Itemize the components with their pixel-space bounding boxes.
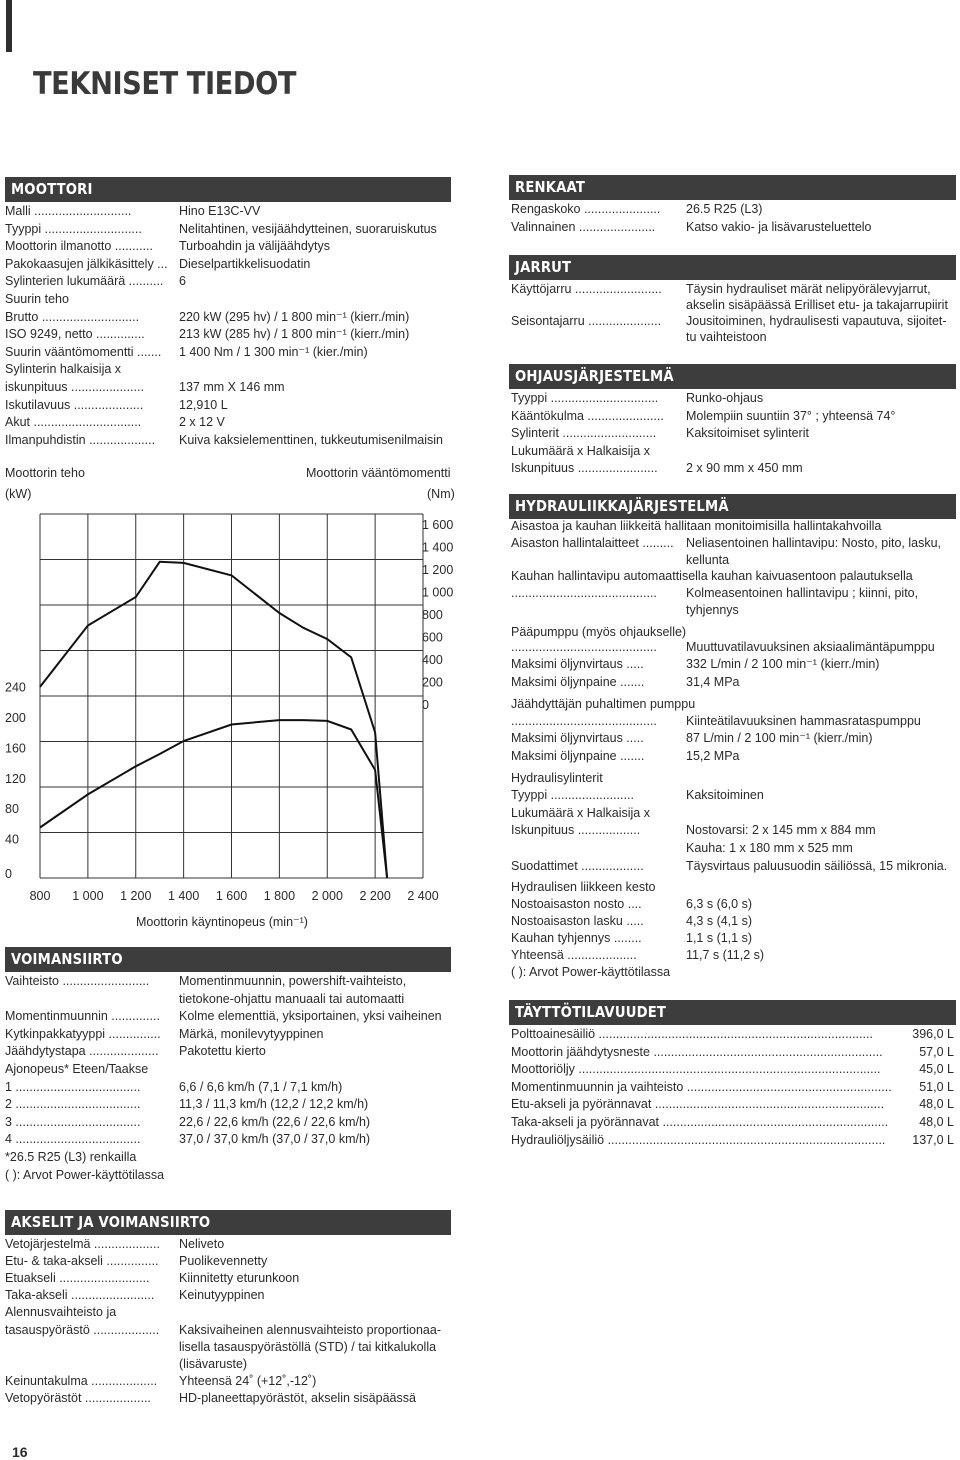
spec-row [0, 443, 960, 460]
spec-row [0, 552, 960, 569]
spec-row [0, 568, 960, 585]
right-axis-title: Moottorin vääntömomentti [306, 466, 451, 480]
spec-row [0, 602, 960, 619]
spec-label: Nostoaisaston lasku ..... [511, 914, 644, 928]
spec-label: Sylinterin halkaisija x [5, 362, 122, 377]
capacity-label: Polttoainesäiliö ............................................................................... [511, 1027, 873, 1041]
spec-label: .......................................... [511, 714, 657, 728]
right-tick-label: 1 000 [422, 585, 454, 600]
x-tick-label: 800 [29, 889, 51, 903]
spec-label: Iskunpituus ....................... [511, 460, 658, 475]
spec-label: Vetojärjestelmä ................... [5, 1237, 160, 1251]
capacity-label: Taka-akseli ja pyörännavat ................................................................. [511, 1115, 889, 1129]
spec-row [0, 390, 960, 407]
section-heading-akselit: AKSELIT JA VOIMANSIIRTO [5, 1210, 451, 1235]
spec-value: Jousitoiminen, hydraulisesti vapautuva, sijoitet- [686, 314, 947, 328]
spec-label: Kääntökulma ...................... [511, 408, 664, 423]
spec-row [0, 408, 960, 425]
spec-label: Pakokaasujen jälkikäsittely ... [5, 256, 168, 271]
spec-label: Pääpumppu (myös ohjaukselle) [511, 625, 687, 639]
section-heading-moottori: MOOTTORI [5, 177, 451, 202]
capacity-value: 48,0 L [919, 1115, 954, 1129]
spec-value: Katso vakio- ja lisävarusteluettelo [686, 219, 872, 234]
spec-label: Suodattimet .................. [511, 859, 644, 873]
spec-row [0, 297, 960, 314]
spec-row [0, 896, 960, 913]
spec-label: Yhteensä .................... [511, 948, 637, 962]
spec-value: Nostovarsi: 2 x 145 mm x 884 mm [686, 823, 876, 837]
left-tick-label: 120 [5, 771, 26, 786]
spec-row [0, 1253, 960, 1270]
spec-label: Aisaston hallintalaitteet ......... [511, 536, 674, 550]
spec-label: ISO 9249, netto .............. [5, 327, 145, 342]
spec-label: Ajonopeus* Eteen/Taakse [5, 1062, 149, 1076]
page-number: 16 [12, 1444, 28, 1460]
accent-bar [6, 0, 12, 52]
section-heading-hydrauliikka: HYDRAULIIKKAJÄRJESTELMÄ [509, 494, 956, 519]
spec-value: Turboahdin ja välijäähdytys [179, 239, 331, 254]
x-tick-label: 1 400 [167, 889, 200, 903]
page-title: TEKNISET TIEDOT [33, 66, 296, 102]
spec-label: Tyyppi ........................ [511, 788, 634, 802]
spec-row [0, 822, 960, 839]
spec-label: Jäähdytystapa .................... [5, 1044, 159, 1059]
spec-label: Iskunpituus .................. [511, 823, 641, 837]
spec-value: Kauha: 1 x 180 mm x 525 mm [686, 841, 853, 855]
spec-value: 220 kW (295 hv) / 1 800 min⁻¹ (kierr./min) [179, 309, 410, 324]
section-heading-voimansiirto: VOIMANSIIRTO [5, 947, 451, 972]
spec-row [0, 238, 960, 255]
spec-value: HD-planeettapyörästöt, akselin sisäpäässä [179, 1390, 416, 1405]
spec-row [0, 585, 960, 602]
spec-value: Neliveto [179, 1237, 225, 1251]
spec-row [0, 787, 960, 804]
spec-label: 4 .................................... [5, 1132, 141, 1147]
spec-value: Kolme elementtiä, yksiportainen, yksi vaiheinen [179, 1009, 442, 1024]
capacity-row [0, 1061, 960, 1078]
spec-label: Vetopyörästöt ................... [5, 1390, 151, 1405]
spec-row [0, 730, 960, 747]
spec-label: 3 .................................... [5, 1114, 141, 1129]
spec-label: Etu- & taka-akseli ............... [5, 1254, 159, 1269]
right-tick-label: 0 [422, 698, 429, 712]
spec-row [0, 1339, 960, 1356]
spec-label: Momentinmuunnin .............. [5, 1009, 160, 1024]
left-tick-label: 240 [5, 680, 26, 695]
capacity-value: 51,0 L [919, 1079, 954, 1094]
spec-row [0, 518, 960, 535]
spec-label: Kytkinpakkatyyppi ............... [5, 1026, 161, 1041]
spec-value: Märkä, monilevytyyppinen [179, 1026, 324, 1041]
capacity-value: 48,0 L [919, 1097, 954, 1112]
spec-label: Alennusvaihteisto ja [5, 1305, 117, 1320]
spec-label: Keinuntakulma ................... [5, 1373, 158, 1388]
spec-label: Moottorin ilmanotto ........... [5, 239, 153, 254]
spec-label: Aisastoa ja kauhan liikkeitä hallitaan monitoimisilla hallintakahvoilla [511, 519, 882, 533]
spec-value: Momentinmuunnin, powershift-vaihteisto, [179, 974, 407, 988]
right-tick-label: 600 [422, 630, 443, 645]
spec-value: 4,3 s (4,1 s) [686, 914, 752, 928]
left-tick-label: 200 [5, 711, 26, 725]
spec-label: Maksimi öljynvirtaus ..... [511, 657, 644, 671]
spec-value: 11,3 / 11,3 km/h (12,2 / 12,2 km/h) [179, 1097, 369, 1112]
spec-value: kellunta [686, 553, 730, 567]
spec-row [0, 1304, 960, 1321]
right-tick-label: 1 600 [422, 518, 454, 532]
section-heading-ohjaus: OHJAUSJÄRJESTELMÄ [509, 364, 956, 389]
spec-label: 1 .................................... [5, 1079, 141, 1094]
spec-value: Kiinteätilavuuksinen hammasrataspumppu [686, 714, 921, 728]
spec-value: 11,7 s (11,2 s) [686, 948, 765, 962]
spec-value: Puolikevennetty [179, 1254, 268, 1269]
spec-row [0, 696, 960, 713]
spec-row [0, 201, 960, 218]
x-tick-label: 1 200 [120, 889, 152, 903]
spec-value: 87 L/min / 2 100 min⁻¹ (kierr./min) [686, 731, 873, 745]
x-tick-label: 1 600 [215, 889, 248, 903]
spec-value: Kaksitoiminen [686, 788, 764, 802]
spec-value: Molempiin suuntiin 37° ; yhteensä 74° [686, 408, 896, 423]
spec-label: Iskutilavuus .................... [5, 397, 144, 412]
capacity-label: Momentinmuunnin ja vaihteisto ........................................................... [511, 1079, 892, 1094]
spec-label: Sylinterit ........................... [511, 426, 657, 440]
capacity-value: 45,0 L [919, 1062, 954, 1077]
section-heading-renkaat: RENKAAT [509, 175, 956, 200]
left-axis-title: Moottorin teho [5, 466, 85, 480]
spec-row [0, 425, 960, 442]
spec-value: Muuttuvatilavuuksinen aksiaalimäntäpumppu [686, 640, 935, 654]
capacity-row [0, 1079, 960, 1096]
spec-value: 1,1 s (1,1 s) [686, 931, 752, 945]
spec-label: Hydraulisylinterit [511, 771, 603, 785]
spec-value: lisella tasauspyörästöllä (STD) / tai kitkalukolla [179, 1339, 437, 1354]
spec-label: Ilmanpuhdistin ................... [5, 432, 156, 447]
spec-value: 37,0 / 37,0 km/h (37,0 / 37,0 km/h) [179, 1132, 371, 1147]
spec-label: .......................................... [511, 640, 657, 654]
right-tick-label: 1 400 [422, 540, 454, 555]
spec-label: Hydraulisen liikkeen kesto [511, 880, 656, 894]
spec-row [0, 1322, 960, 1339]
spec-value: Dieselpartikkelisuodatin [179, 256, 311, 271]
spec-row [0, 219, 960, 236]
spec-label: Valinnainen ...................... [511, 219, 656, 234]
spec-label: ( ): Arvot Power-käyttötilassa [511, 965, 671, 979]
spec-value: akselin sisäpäässä Erilliset etu- ja takajarrupiirit [686, 298, 948, 312]
spec-label: Rengaskoko ...................... [511, 202, 661, 216]
spec-value: Neliasentoinen hallintavipu: Nosto, pito, lasku, [686, 536, 942, 550]
spec-row [0, 1373, 960, 1390]
spec-value: Nelitahtinen, vesijäähdytteinen, suoraruiskutus [179, 221, 437, 236]
capacity-label: Hydrauliöljysäiliö ................................................................................ [511, 1132, 886, 1147]
spec-row [0, 1270, 960, 1287]
spec-value: Keinutyyppinen [179, 1288, 265, 1303]
spec-row [0, 281, 960, 298]
spec-value: Yhteensä 24˚ (+12˚,-12˚) [179, 1373, 317, 1388]
spec-row [0, 1149, 960, 1166]
x-tick-label: 2 000 [311, 889, 343, 903]
spec-row [0, 1167, 960, 1184]
spec-label: Kauhan tyhjennys ........ [511, 931, 642, 945]
spec-value: 15,2 MPa [686, 749, 740, 763]
left-axis-unit: (kW) [5, 487, 32, 501]
spec-row [0, 879, 960, 896]
spec-value: Runko-ohjaus [686, 391, 764, 405]
spec-row [0, 1356, 960, 1373]
spec-label: iskunpituus ..................... [5, 380, 144, 394]
spec-label: Jäähdyttäjän puhaltimen pumppu [511, 697, 696, 711]
spec-value: 2 x 90 mm x 450 mm [686, 460, 803, 475]
spec-label: Taka-akseli ........................ [5, 1288, 155, 1303]
spec-label: 2 .................................... [5, 1097, 141, 1112]
capacity-label: Moottoriöljy ....................................................................................... [511, 1062, 881, 1077]
capacity-value: 396,0 L [912, 1027, 954, 1041]
spec-label: tasauspyörästö ................... [5, 1322, 160, 1337]
spec-label: Malli ............................ [5, 204, 132, 218]
spec-value: 213 kW (285 hv) / 1 800 min⁻¹ (kierr./min) [179, 327, 410, 342]
spec-label: Käyttöjarru ......................... [511, 282, 662, 296]
left-tick-label: 0 [5, 867, 12, 881]
spec-value: tietokone-ohjattu manuaali tai automaatti [179, 991, 405, 1006]
spec-label: Seisontajarru ..................... [511, 314, 662, 328]
spec-row [0, 770, 960, 787]
x-tick-label: 2 200 [359, 889, 391, 903]
spec-row [0, 840, 960, 857]
right-tick-label: 1 200 [422, 563, 454, 577]
x-axis-label: Moottorin käyntinopeus (min⁻¹) [136, 915, 308, 929]
spec-value: 332 L/min / 2 100 min⁻¹ (kierr./min) [686, 657, 880, 671]
spec-label: Etuakseli .......................... [5, 1271, 150, 1286]
spec-label: Akut ............................... [5, 415, 142, 430]
spec-row [0, 913, 960, 930]
spec-row [0, 713, 960, 730]
spec-row [0, 858, 960, 875]
spec-value: Kiinnitetty eturunkoon [179, 1271, 300, 1286]
spec-label: Maksimi öljynvirtaus ..... [511, 731, 644, 745]
spec-value: Täysin hydrauliset märät nelipyörälevyjarrut, [686, 282, 931, 296]
spec-row [0, 1390, 960, 1407]
spec-value: tyhjennys [686, 603, 739, 617]
spec-label: ( ): Arvot Power-käyttötilassa [5, 1167, 165, 1182]
spec-value: (lisävaruste) [179, 1356, 248, 1371]
spec-value: 2 x 12 V [179, 415, 225, 430]
left-tick-label: 40 [5, 832, 19, 847]
spec-value: 22,6 / 22,6 km/h (22,6 / 22,6 km/h) [179, 1114, 371, 1129]
spec-label: Brutto ............................ [5, 309, 140, 324]
spec-value: 31,4 MPa [686, 675, 740, 689]
spec-label: Maksimi öljynpaine ....... [511, 749, 645, 763]
spec-value: 6 [179, 274, 186, 289]
spec-label: Tyyppi ............................ [5, 221, 142, 236]
spec-label: *26.5 R25 (L3) renkailla [5, 1150, 137, 1164]
spec-label: Maksimi öljynpaine ....... [511, 675, 645, 689]
spec-value: 12,910 L [179, 397, 228, 412]
spec-row [0, 748, 960, 765]
left-tick-label: 160 [5, 741, 26, 756]
section-heading-tayttotilavuudet: TÄYTTÖTILAVUUDET [509, 1000, 956, 1025]
capacity-value: 137,0 L [912, 1132, 954, 1147]
spec-value: 1 400 Nm / 1 300 min⁻¹ (kier./min) [179, 344, 368, 359]
spec-label: Suurin teho [5, 292, 69, 306]
capacity-row [0, 1132, 960, 1149]
spec-row [0, 460, 960, 477]
left-tick-label: 80 [5, 802, 19, 817]
spec-row [0, 329, 960, 346]
spec-row [0, 313, 960, 330]
spec-row [0, 535, 960, 552]
capacity-row [0, 1096, 960, 1113]
spec-value: Kuiva kaksielementtinen, tukkeutumisenilmaisin [179, 432, 444, 447]
right-axis-unit: (Nm) [427, 487, 455, 501]
spec-row [0, 964, 960, 981]
spec-row [0, 344, 960, 361]
spec-row [0, 805, 960, 822]
capacity-row [0, 1114, 960, 1131]
spec-label: .......................................... [511, 586, 657, 600]
right-tick-label: 800 [422, 608, 443, 622]
spec-row [0, 930, 960, 947]
right-tick-label: 200 [422, 675, 443, 690]
spec-label: Tyyppi ............................... [511, 391, 659, 405]
spec-row [0, 656, 960, 673]
spec-label: Lukumäärä x Halkaisija x [511, 806, 650, 820]
right-tick-label: 400 [422, 653, 443, 667]
capacity-row [0, 1044, 960, 1061]
spec-label: Vaihteisto ......................... [5, 974, 150, 988]
spec-value: tu vaihteistoon [686, 330, 767, 344]
x-tick-label: 2 400 [407, 889, 439, 903]
spec-row [0, 1236, 960, 1253]
capacity-label: Moottorin jäähdytysneste .................................................................. [511, 1044, 883, 1059]
spec-value: 6,6 / 6,6 km/h (7,1 / 7,1 km/h) [179, 1079, 343, 1094]
spec-value: Kaksivaiheinen alennusvaihteisto proportionaa- [179, 1322, 441, 1337]
spec-value: Kaksitoimiset sylinterit [686, 426, 809, 440]
spec-label: Nostoaisaston nosto .... [511, 897, 642, 911]
spec-value: 6,3 s (6,0 s) [686, 897, 752, 911]
spec-row [0, 674, 960, 691]
capacity-value: 57,0 L [919, 1044, 954, 1059]
spec-row [0, 639, 960, 656]
section-heading-jarrut: JARRUT [509, 255, 956, 280]
capacity-label: Etu-akseli ja pyörännavat .................................................................. [511, 1097, 885, 1112]
spec-row [0, 947, 960, 964]
spec-label: Kauhan hallintavipu automaattisella kauhan kaivuasentoon palautuksella [511, 569, 913, 583]
x-tick-label: 1 000 [72, 889, 104, 903]
x-tick-label: 1 800 [263, 889, 296, 903]
capacity-row [0, 1026, 960, 1043]
spec-label: Sylinterien lukumäärä .......... [5, 274, 164, 289]
spec-value: Pakotettu kierto [179, 1044, 266, 1059]
spec-row [0, 1287, 960, 1304]
spec-label: Suurin vääntömomentti ....... [5, 344, 162, 359]
spec-value: Täysvirtaus paluusuodin säiliössä, 15 mikronia. [686, 859, 948, 873]
spec-value: Hino E13C-VV [179, 204, 261, 218]
spec-value: 137 mm X 146 mm [179, 380, 285, 394]
spec-label: Lukumäärä x Halkaisija x [511, 443, 650, 458]
spec-value: Kolmeasentoinen hallintavipu ; kiinni, pito, [686, 586, 919, 600]
spec-value: 26.5 R25 (L3) [686, 202, 763, 216]
